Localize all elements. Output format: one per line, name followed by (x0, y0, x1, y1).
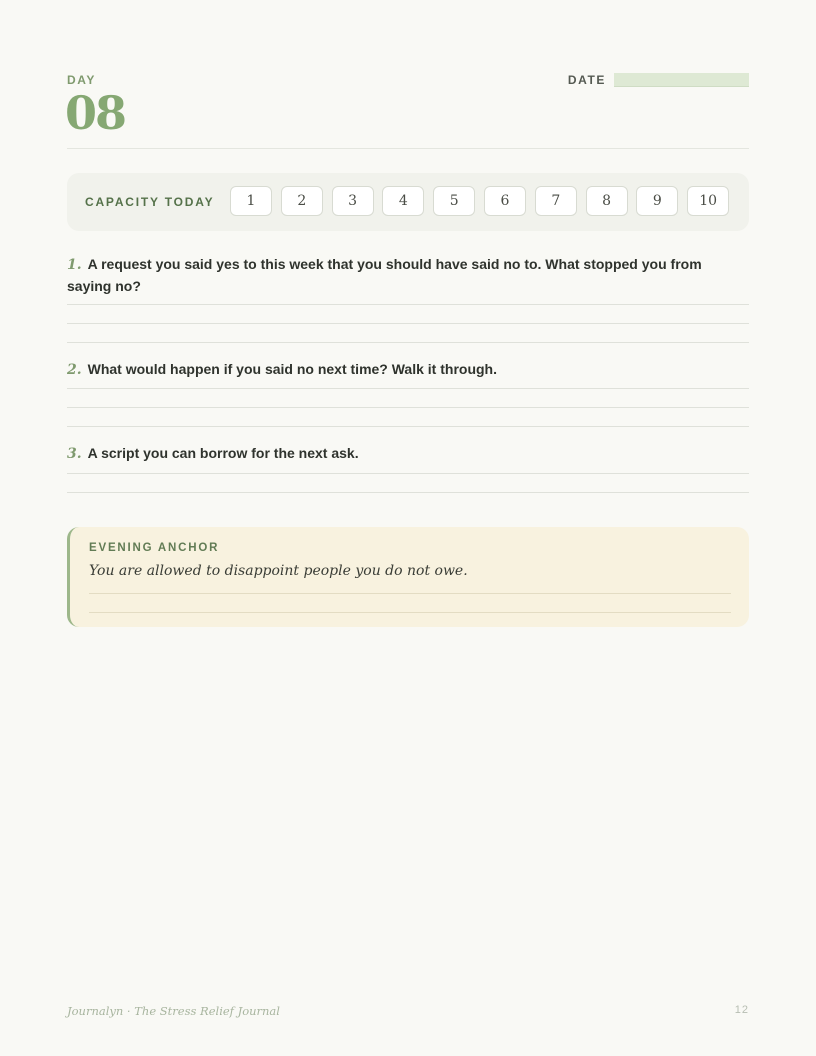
page-number: 12 (734, 1004, 749, 1016)
capacity-label: CAPACITY TODAY (85, 195, 215, 209)
capacity-option-7[interactable]: 7 (535, 186, 577, 216)
capacity-option-8[interactable]: 8 (586, 186, 628, 216)
evening-anchor (67, 527, 749, 627)
footer-title: Journalyn · The Stress Relief Journal (67, 1004, 280, 1018)
question-number: 3. (67, 446, 82, 462)
answer-line[interactable] (67, 426, 749, 427)
day-label: DAY (67, 73, 97, 87)
question-number: 1. (67, 257, 82, 273)
capacity-option-6[interactable]: 6 (484, 186, 526, 216)
capacity-option-9[interactable]: 9 (636, 186, 678, 216)
capacity-scale (230, 186, 738, 216)
question-text (67, 254, 749, 297)
question-2 (67, 359, 749, 381)
question-1 (67, 254, 749, 297)
answer-line[interactable] (67, 388, 749, 389)
anchor-answer-line[interactable] (89, 593, 731, 594)
capacity-option-1[interactable]: 1 (230, 186, 272, 216)
capacity-option-10[interactable]: 10 (687, 186, 729, 216)
question-text (67, 359, 749, 381)
answer-line[interactable] (67, 342, 749, 343)
capacity-option-5[interactable]: 5 (433, 186, 475, 216)
question-prompt: A request you said yes to this week that you should have said no to. What stopped you from saying no? (67, 256, 702, 294)
answer-line[interactable] (67, 304, 749, 305)
date-group (568, 73, 749, 87)
question-prompt: What would happen if you said no next time? Walk it through. (87, 361, 497, 377)
page-header (67, 72, 749, 149)
capacity-option-4[interactable]: 4 (382, 186, 424, 216)
capacity-rating (67, 173, 749, 231)
answer-line[interactable] (67, 473, 749, 474)
question-number: 2. (67, 362, 82, 378)
question-prompt: A script you can borrow for the next ask. (87, 445, 359, 461)
answer-line[interactable] (67, 492, 749, 493)
anchor-answer-line[interactable] (89, 612, 731, 613)
date-label: DATE (567, 73, 606, 87)
capacity-option-3[interactable]: 3 (332, 186, 374, 216)
capacity-option-2[interactable]: 2 (281, 186, 323, 216)
day-number: 08 (65, 86, 126, 140)
anchor-label: EVENING ANCHOR (89, 542, 220, 554)
date-field[interactable] (614, 73, 749, 87)
answer-line[interactable] (67, 323, 749, 324)
anchor-quote: You are allowed to disappoint people you do not owe. (89, 563, 468, 579)
question-3 (67, 443, 749, 465)
question-text (67, 443, 749, 465)
answer-line[interactable] (67, 407, 749, 408)
